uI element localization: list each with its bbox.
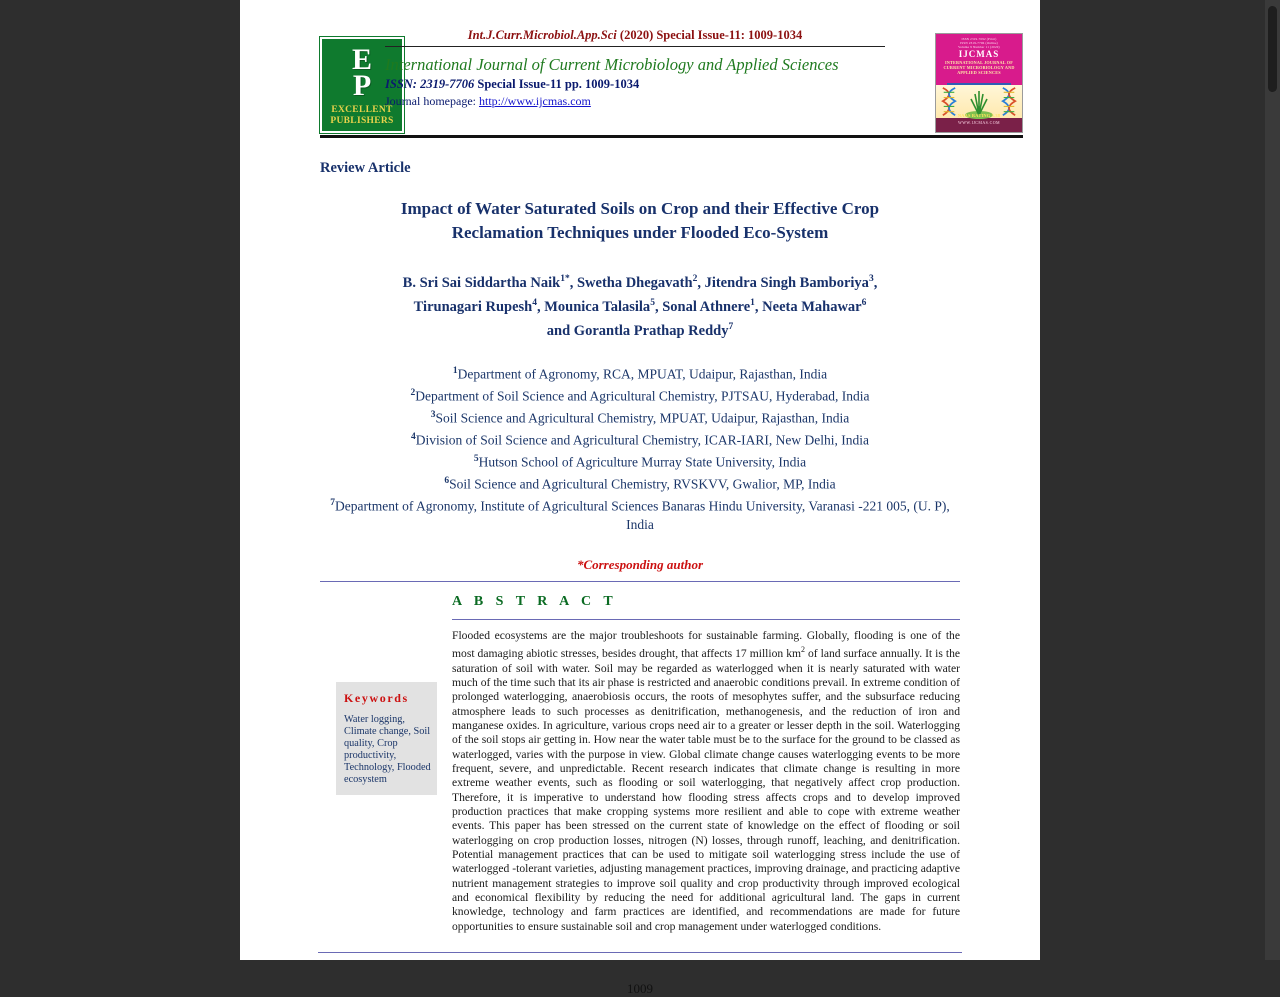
abstract-section: [240, 582, 1040, 934]
affiliation-text: Department of Agronomy, RCA, MPUAT, Udaipur, Rajasthan, India: [457, 366, 828, 382]
masthead-bottom-rule: [320, 135, 1023, 138]
abstract-heading: A B S T R A C T: [452, 593, 618, 609]
affiliation-item: [326, 384, 954, 406]
affiliation-item: [326, 362, 954, 384]
keywords-column: [320, 582, 440, 795]
cover-naas-rating: NAAS RATING 5.38: [957, 113, 1001, 119]
affiliation-text: Soil Science and Agricultural Chemistry, RVSKVV, Gwalior, MP, India: [449, 476, 836, 492]
affiliation-sup: 4: [411, 432, 416, 443]
author-1: B. Sri Sai Siddartha Naik: [402, 274, 561, 291]
affiliation-item: [326, 428, 954, 450]
journal-abbreviation: Int.J.Curr.Microbiol.App.Sci: [467, 28, 617, 42]
affiliation-text: Division of Soil Science and Agricultural Chemistry, ICAR-IARI, New Delhi, India: [415, 432, 869, 448]
author-2-sup: 2: [692, 274, 698, 284]
logo-line-2: PUBLISHERS: [330, 115, 394, 126]
affiliation-item: [326, 472, 954, 494]
cover-subtitle: INTERNATIONAL JOURNAL OF CURRENT MICROBIOLOGY AND APPLIED SCIENCES: [943, 60, 1015, 75]
masthead-text-block: [385, 28, 885, 110]
author-4-sup: 4: [532, 297, 537, 308]
author-4: Tirunagari Rupesh: [413, 298, 533, 315]
article-type-label: Review Article: [320, 160, 411, 176]
author-5: , Mounica Talasila: [536, 298, 651, 315]
masthead-divider: [385, 46, 885, 47]
abstract-heading-rule: [452, 619, 960, 620]
logo-ep-letters: E P: [351, 43, 372, 102]
page-number: 1009: [627, 981, 653, 997]
author-line1-end: ,: [873, 274, 878, 291]
affiliation-sup: 1: [452, 366, 458, 377]
affiliation-list: [326, 362, 954, 535]
abstract-part-2: of land surface annually. It is the saturation of soil with water. Soil may be regarded as waterlogged when it is nearly saturated with water much of the time such that its air phase is restricted and anaerobic conditions prevail. In extreme condition of prolonged waterlogging, anaerobiosis occurs, the roots of mesophytes suffer, and the subsurface reducing atmosphere leads to such processes as denitrification, methanogenesis, and the reduction of iron and manganese oxides. In agriculture, various crops need air to a greater or lesser depth in the soil. Waterlogging of the soil stops air getting in. How near the water table must be to the surface for the ground to be classed as waterlogged, varies with the purpose in view. Global climate change causes waterlogging events to be more frequent, severe, and unpredictable. Recent research indicates that climate change is resulting in more extreme weather events, such as flooding or soil waterlogging, that negatively affect crop production. Therefore, it is imperative to understand how flooding stress affects crops and to develop improved production practices that make cropping systems more resilient and able to cope with extreme weather events. This paper has been stressed on the current state of knowledge on the effect of flooding or soil waterlogging on crop production losses, nitrogen (N) losses, through runoff, leaching, and denitrification. Potential management practices that can be used to mitigate soil waterlogging stress include the use of waterlogged -tolerant varieties, adjusting management practices, improving drainage, and practicing adaptive nutrient management strategies to improve soil quality and crop productivity through improved ecological and economical flexibility by reducing the need for additional agricultural land. The gaps in current knowledge, technology and farm practices are identified, and recommendations are made for future opportunities to ensure sustainable soil and crop management under waterlogged conditions.: [452, 647, 961, 933]
citation-line: [385, 28, 885, 46]
cover-header-band: [936, 34, 1022, 85]
citation-issue-pages: (2020) Special Issue-11: 1009-1034: [616, 28, 803, 42]
author-6: , Sonal Athnere: [654, 298, 751, 315]
author-8: and Gorantla Prathap Reddy: [546, 322, 729, 339]
abstract-superscript: 2: [801, 645, 806, 655]
issn-issue-pages: Special Issue-11 pp. 1009-1034: [474, 77, 640, 91]
keywords-text: Water logging, Climate change, Soil quality, Crop productivity, Technology, Flooded ecosystem: [344, 713, 431, 785]
vertical-scrollbar[interactable]: [1265, 0, 1280, 960]
author-1-sup: 1*: [560, 274, 570, 284]
corresponding-author-note: *Corresponding author: [576, 556, 704, 572]
keywords-heading: Keywords: [344, 690, 409, 705]
affiliation-text: Soil Science and Agricultural Chemistry, MPUAT, Udaipur, Rajasthan, India: [435, 410, 850, 426]
affiliation-sup: 6: [444, 476, 450, 487]
author-7-sup: 6: [861, 297, 867, 308]
author-list: [330, 269, 950, 340]
affiliation-item: [326, 450, 954, 472]
logo-line-1: EXCELLENT: [331, 105, 393, 115]
author-6-sup: 1: [750, 297, 755, 308]
affiliation-text: Department of Soil Science and Agricultural Chemistry, PJTSAU, Hyderabad, India: [415, 388, 870, 404]
abstract-column: [440, 582, 960, 934]
issn-line: [385, 75, 885, 93]
page-bottom-rule: [318, 952, 962, 953]
document-page: [240, 0, 1040, 997]
journal-cover-thumbnail: [935, 33, 1023, 133]
author-3: , Jitendra Singh Bamboriya: [697, 274, 869, 291]
affiliation-sup: 2: [410, 388, 416, 399]
cover-website: WWW.IJCMAS.COM: [936, 118, 1022, 132]
author-2: , Swetha Dhegavath: [569, 274, 693, 291]
affiliation-item: [326, 494, 954, 535]
affiliation-text: Hutson School of Agriculture Murray State University, India: [478, 454, 807, 470]
journal-full-name: International Journal of Current Microbiology and Applied Sciences: [385, 55, 839, 74]
author-8-sup: 7: [728, 321, 734, 332]
affiliation-sup: 7: [330, 498, 335, 509]
affiliation-sup: 5: [473, 454, 479, 465]
article-header: [240, 160, 1040, 582]
abstract-body: [452, 629, 960, 934]
page-title: Impact of Water Saturated Soils on Crop and their Effective Crop Reclamation Techniques under Flooded Eco-System: [400, 199, 880, 242]
cover-issn-text: ISSN 2319-7692 (Print) ISSN 2319-7706 (Online) Volume 9 Number 11 (2020): [958, 37, 1000, 49]
keywords-box: [336, 682, 437, 795]
journal-homepage-line: [385, 93, 885, 110]
issn-number: ISSN: 2319-7706: [385, 77, 475, 91]
abstract-part-1: Flooded ecosystems are the major troubleshoots for sustainable farming. Globally, flooding is one of the most damaging abiotic stresses, besides drought, that affects 17 million km: [452, 628, 960, 661]
author-3-sup: 3: [868, 274, 874, 284]
homepage-label: Journal homepage:: [385, 94, 479, 108]
scrollbar-thumb[interactable]: [1268, 6, 1277, 92]
affiliation-sup: 3: [430, 410, 436, 421]
affiliation-text: Department of Agronomy, Institute of Agricultural Sciences Banaras Hindu University, Varanasi -221 005, (U. P), India: [335, 498, 950, 533]
author-5-sup: 5: [650, 297, 655, 308]
journal-masthead: [240, 28, 1040, 138]
author-7: , Neeta Mahawar: [754, 298, 862, 315]
cover-title: IJCMAS: [958, 49, 1000, 59]
journal-homepage-link[interactable]: http://www.ijcmas.com: [478, 94, 591, 108]
affiliation-item: [326, 406, 954, 428]
